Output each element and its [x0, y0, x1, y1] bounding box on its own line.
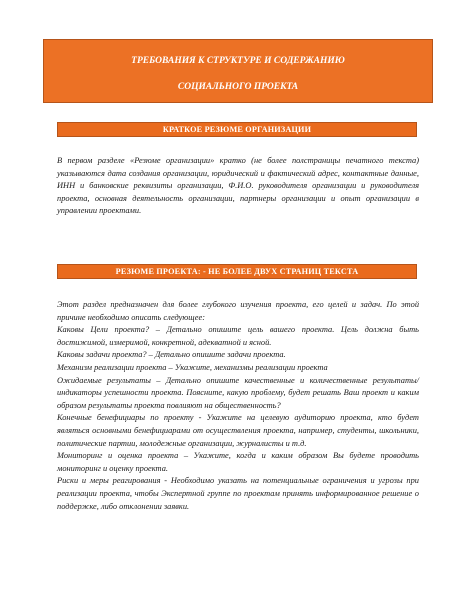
document-title-banner [43, 39, 433, 103]
project-summary-line: Риски и меры реагирования - Необходимо указать на потенциальные ограничения и угрозы при реализации проекта, чтобы Экспертной группе по проектам принять информированное решение о поддержке, либо отклонении заявки. [57, 476, 419, 511]
org-summary-paragraph: В первом разделе «Резюме организации» кратко (не более полстраницы печатного текста) указываются дата создания организации, юридический и фактический адрес, контактные данные, ИНН и банковские реквизиты организации, Ф.И.О. руководителя организации и руководителя проекта, основная деятельность организации, партнеры организации и опыт организации в управлении проектами. [57, 156, 419, 216]
project-summary-line: Конечные бенефициары по проекту - Укажите на целевую аудиторию проекта, кто будет являться основными бенефициарами от осуществления проекта, например, студенты, школьники, политические партии, молодежные организации, журналисты и т.д. [57, 413, 419, 448]
project-summary-line: Этот раздел предназначен для более глубокого изучения проекта, его целей и задач. По этой причине необходимо описать следующее: [57, 300, 419, 322]
project-summary-line: Мониторинг и оценка проекта – Укажите, когда и каким образом Вы будете проводить мониторинг и оценку проекта. [57, 451, 419, 473]
project-summary-line: Каковы Цели проекта? – Детально опишите цель вашего проекта. Цель должна быть достижимой, измеримой, конкретной, адекватной и ясной. [57, 325, 419, 347]
section-heading-project-summary: РЕЗЮМЕ ПРОЕКТА: - НЕ БОЛЕЕ ДВУХ СТРАНИЦ ТЕКСТА [57, 264, 417, 279]
document-title-line1: ТРЕБОВАНИЯ К СТРУКТУРЕ И СОДЕРЖАНИЮ [131, 56, 345, 66]
project-summary-line: Каковы задачи проекта? – Детально опишите задачи проекта. [57, 350, 286, 360]
project-summary-line: Ожидаемые результаты – Детально опишите качественные и количественные результаты/индикаторы успешности проекта. Поясните, какую проблему, будет решать Ваш проект и каким образом результаты проекта повлияют на общественность? [57, 375, 419, 410]
project-summary-body [57, 299, 419, 513]
project-summary-line: Механизм реализации проекта – Укажите, механизмы реализации проекта [57, 362, 328, 372]
section-heading-org-summary: КРАТКОЕ РЕЗЮМЕ ОРГАНИЗАЦИИ [57, 122, 417, 137]
document-title-line2: СОЦИАЛЬНОГО ПРОЕКТА [177, 82, 299, 92]
